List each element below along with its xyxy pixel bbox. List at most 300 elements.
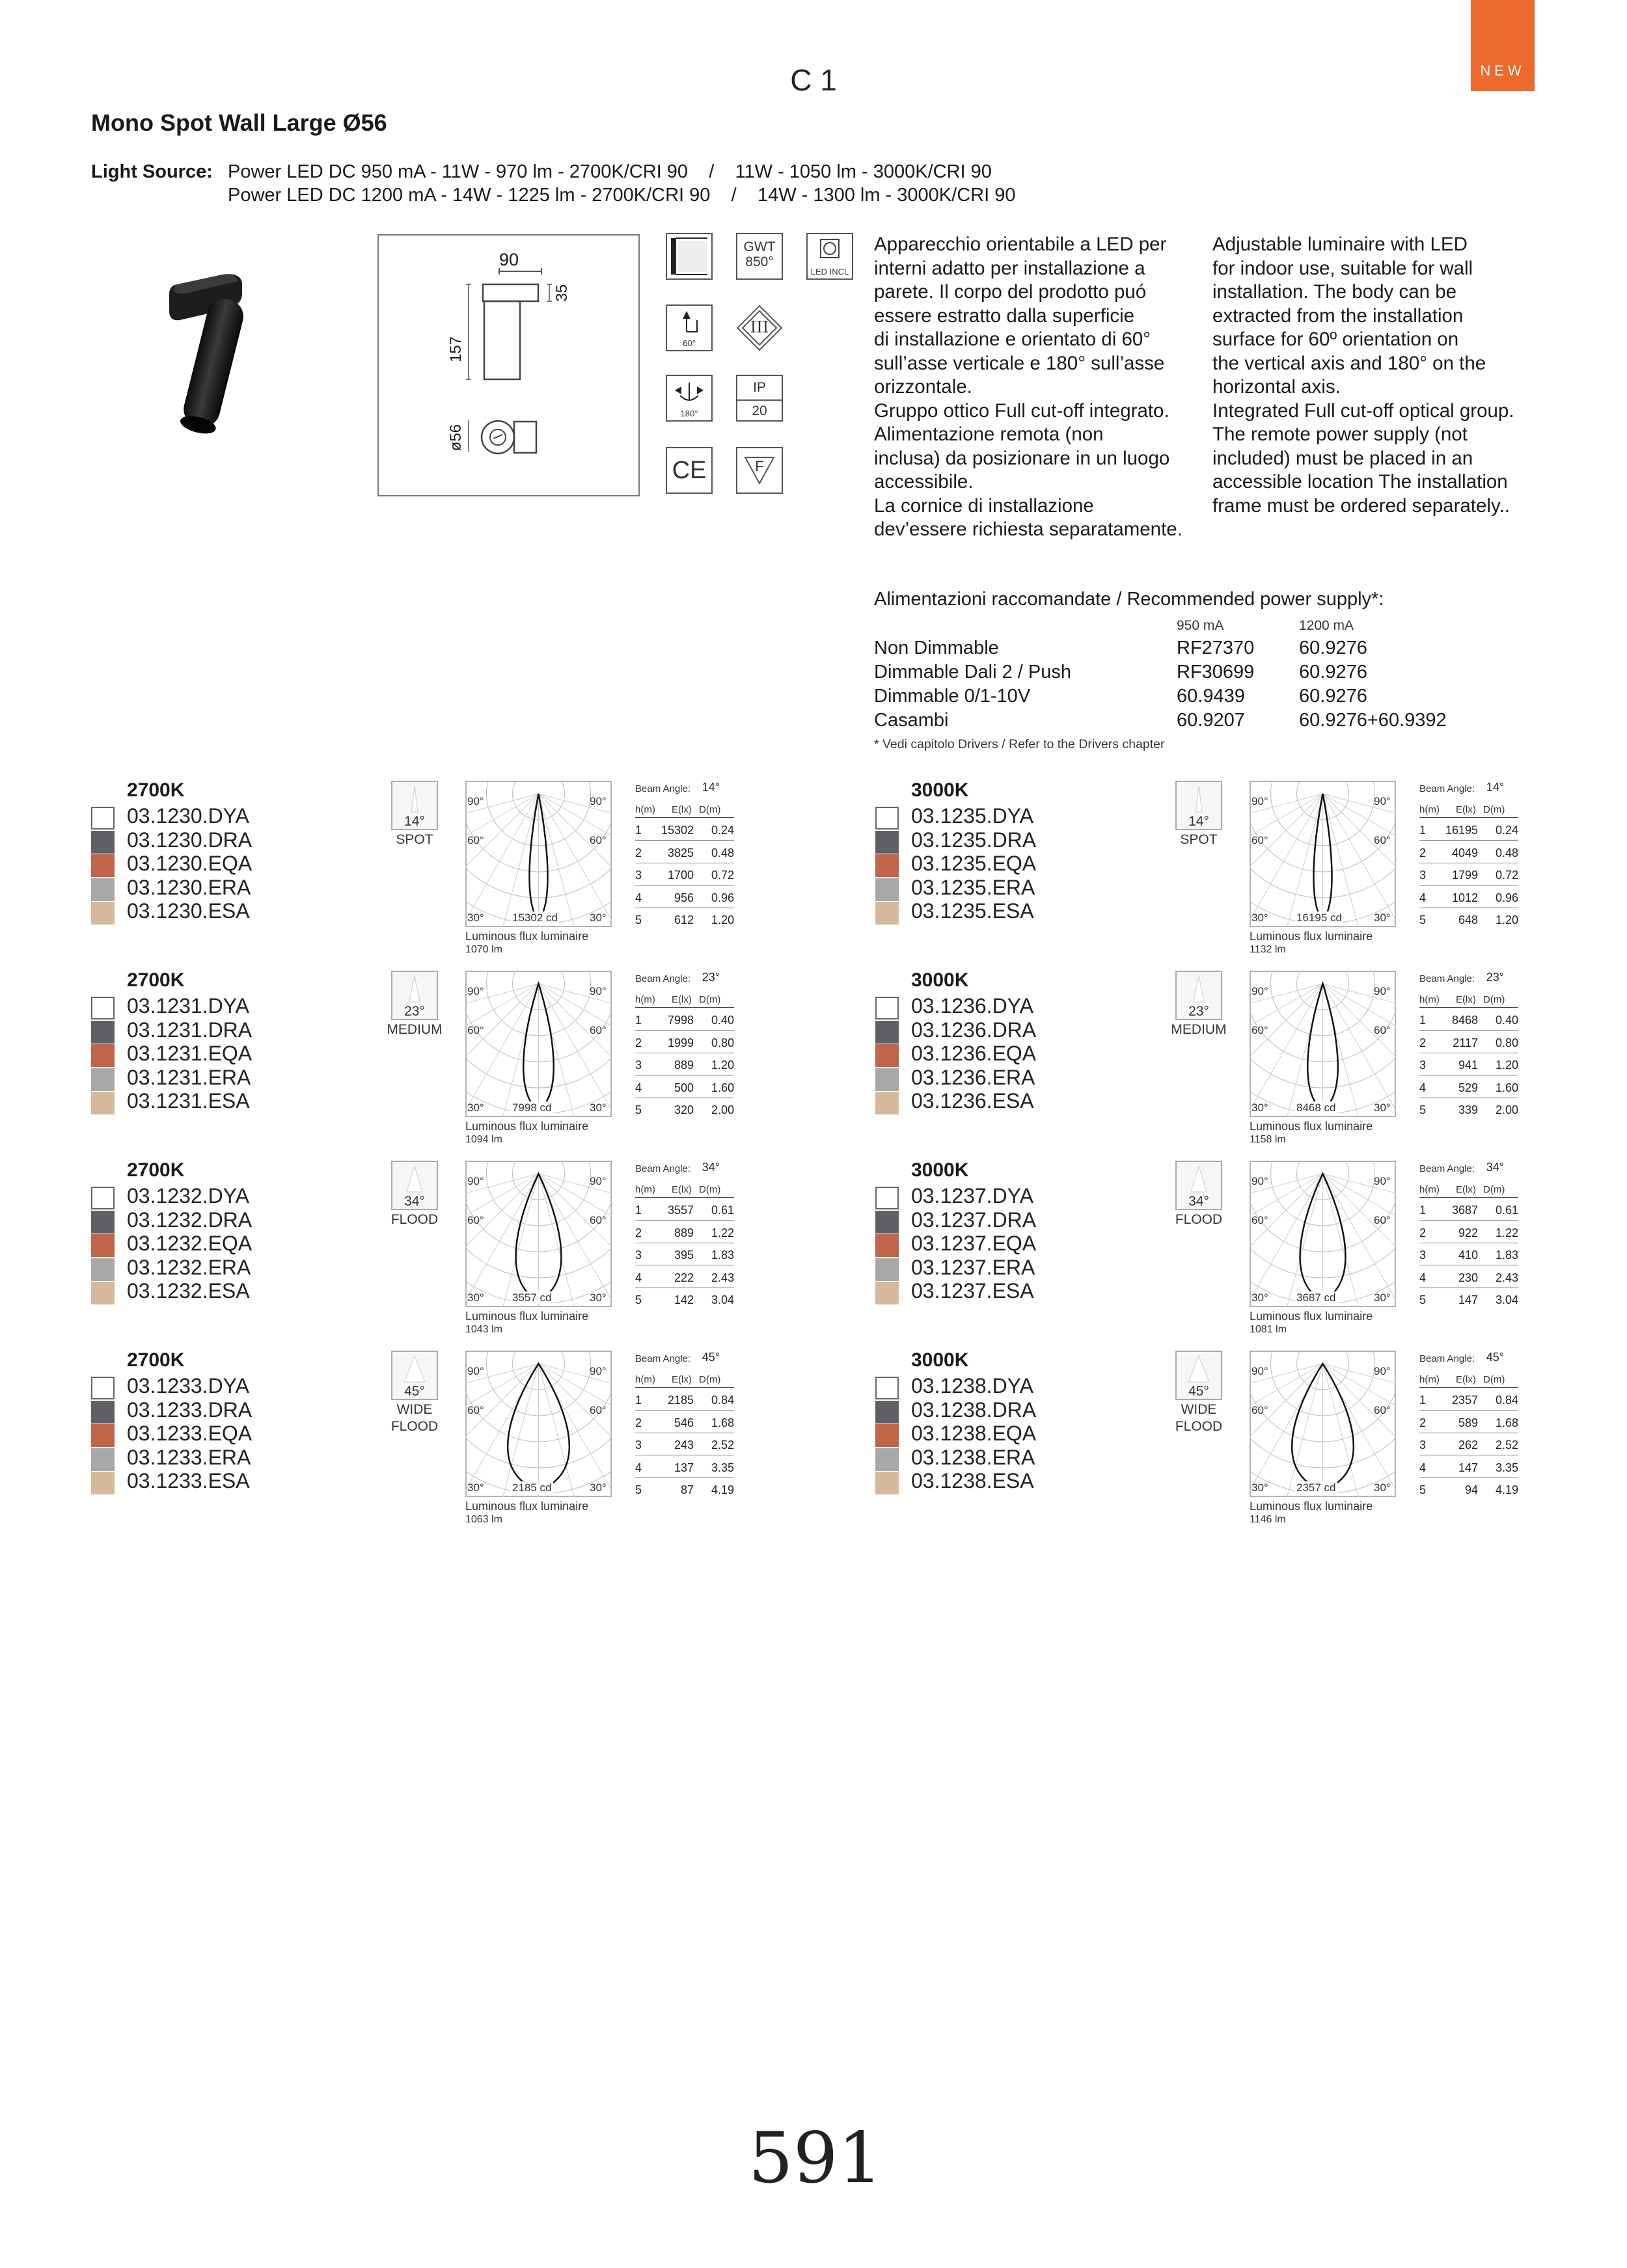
table-row-h: 4 bbox=[1419, 1271, 1427, 1284]
polar-label-60l: 60° bbox=[467, 1214, 484, 1226]
beam-cone bbox=[1196, 786, 1202, 812]
col-e: E(lx) bbox=[1456, 1184, 1476, 1195]
psu-row-950: 60.9207 bbox=[1177, 710, 1245, 731]
beam-type-label: FLOOD bbox=[390, 1419, 439, 1434]
table-row-d: 4.19 bbox=[711, 1483, 734, 1496]
table-row-h: 4 bbox=[1419, 1461, 1427, 1474]
product-code: 03.1236.DYA bbox=[911, 994, 1033, 1018]
desc-it-line: sull’asse verticale e 180° sull’asse bbox=[874, 352, 1165, 374]
wall-mount-icon bbox=[666, 233, 713, 280]
color-swatch bbox=[91, 1211, 115, 1234]
table-row-e: 1999 bbox=[667, 1036, 694, 1049]
col-h: h(m) bbox=[1419, 994, 1440, 1005]
desc-it-line: essere estratto dalla superficie bbox=[874, 304, 1135, 327]
color-swatch bbox=[91, 902, 115, 925]
beam-cone bbox=[1188, 1356, 1209, 1382]
beam-cone bbox=[407, 1166, 422, 1192]
table-row-d: 0.84 bbox=[711, 1394, 734, 1407]
polar-label-30l: 30° bbox=[1251, 1481, 1268, 1494]
table-row-h: 5 bbox=[1419, 1103, 1427, 1116]
table-row-e: 137 bbox=[674, 1461, 694, 1474]
product-code: 03.1237.EQA bbox=[911, 1232, 1037, 1255]
polar-label-90l: 90° bbox=[1251, 1175, 1268, 1187]
product-title: Mono Spot Wall Large Ø56 bbox=[91, 109, 387, 136]
table-row-h: 2 bbox=[635, 1036, 642, 1049]
desc-en-line: surface for 60º orientation on bbox=[1212, 329, 1459, 350]
col-e: E(lx) bbox=[1456, 994, 1476, 1005]
table-rule bbox=[1419, 1030, 1518, 1031]
product-code: 03.1236.DRA bbox=[911, 1018, 1037, 1042]
product-code: 03.1237.ESA bbox=[911, 1279, 1034, 1303]
polar-label-90l: 90° bbox=[467, 985, 484, 997]
table-row-h: 5 bbox=[635, 913, 642, 926]
table-row-d: 3.35 bbox=[1495, 1461, 1518, 1474]
table-row-d: 2.43 bbox=[711, 1271, 734, 1284]
flux-value: 1043 lm bbox=[465, 1324, 502, 1335]
polar-label-90r: 90° bbox=[1374, 985, 1391, 997]
flux-value: 1158 lm bbox=[1250, 1134, 1286, 1145]
desc-it-line: La cornice di installazione bbox=[874, 494, 1094, 517]
polar-label-60l: 60° bbox=[467, 834, 484, 846]
table-row-e: 230 bbox=[1458, 1271, 1478, 1284]
beam-cone bbox=[409, 976, 420, 1002]
color-swatch bbox=[91, 1401, 115, 1424]
table-row-d: 1.68 bbox=[1495, 1416, 1518, 1429]
product-code: 03.1233.ERA bbox=[127, 1445, 251, 1469]
polar-label-90r: 90° bbox=[590, 1365, 607, 1377]
rotate-label: 180° bbox=[680, 409, 698, 418]
table-row-d: 1.83 bbox=[711, 1249, 734, 1262]
polar-label-30r: 30° bbox=[590, 1481, 607, 1494]
color-swatch bbox=[91, 854, 115, 877]
table-row-d: 1.20 bbox=[711, 1059, 734, 1072]
description-it bbox=[874, 233, 1199, 542]
col-e: E(lx) bbox=[672, 1184, 692, 1195]
product-code: 03.1235.ESA bbox=[911, 899, 1034, 923]
product-code: 03.1238.ESA bbox=[911, 1469, 1034, 1492]
product-code: 03.1237.ERA bbox=[911, 1255, 1035, 1279]
beam-angle-value: 34° bbox=[404, 1194, 425, 1209]
product-code: 03.1236.ESA bbox=[911, 1089, 1034, 1113]
psu-row-1200: 60.9276 bbox=[1299, 638, 1367, 658]
table-row-e: 889 bbox=[674, 1226, 694, 1239]
polar-label-30l: 30° bbox=[1251, 1291, 1268, 1304]
table-row-d: 0.24 bbox=[1495, 824, 1518, 837]
table-row-h: 5 bbox=[635, 1483, 642, 1496]
table-row-h: 2 bbox=[1419, 1226, 1427, 1239]
desc-it-line: di installazione e orientato di 60° bbox=[874, 329, 1151, 350]
desc-en-line: for indoor use, suitable for wall bbox=[1212, 257, 1473, 279]
beam-cone bbox=[411, 786, 418, 812]
polar-label-60l: 60° bbox=[1251, 1214, 1268, 1226]
polar-label-60r: 60° bbox=[1374, 1214, 1391, 1226]
ce-icon bbox=[666, 447, 713, 494]
table-row-e: 3825 bbox=[667, 846, 694, 859]
desc-it-line: inclusa) da posizionare in un luogo bbox=[874, 447, 1170, 469]
desc-en-line: frame must be ordered separately.. bbox=[1212, 494, 1510, 517]
table-rule bbox=[1419, 1387, 1518, 1388]
beam-type-label: MEDIUM bbox=[387, 1022, 443, 1037]
color-swatch bbox=[91, 1234, 115, 1257]
product-code: 03.1231.DRA bbox=[127, 1018, 253, 1042]
psu-col-1200: 1200 mA bbox=[1299, 618, 1354, 633]
table-row-e: 142 bbox=[674, 1293, 694, 1306]
psu-row-1200: 60.9276+60.9392 bbox=[1299, 710, 1447, 731]
table-row-e: 529 bbox=[1458, 1081, 1478, 1094]
col-e: E(lx) bbox=[1456, 804, 1476, 815]
table-row-h: 2 bbox=[635, 1416, 642, 1429]
color-temp-heading: 2700K bbox=[127, 779, 185, 801]
beam-angle-label: Beam Angle: bbox=[635, 1353, 691, 1364]
product-code: 03.1233.ESA bbox=[127, 1469, 250, 1492]
product-code: 03.1230.ERA bbox=[127, 875, 251, 899]
polar-label-30l: 30° bbox=[467, 911, 484, 924]
dim-width: 90 bbox=[499, 250, 519, 269]
col-d: D(m) bbox=[699, 804, 721, 815]
color-swatch bbox=[91, 1044, 115, 1067]
psu-col-950: 950 mA bbox=[1177, 618, 1224, 633]
table-row-h: 5 bbox=[1419, 1293, 1427, 1306]
polar-label-90l: 90° bbox=[467, 1365, 484, 1377]
color-swatch bbox=[875, 1021, 899, 1044]
dimension-drawing bbox=[377, 234, 640, 496]
polar-label-90l: 90° bbox=[1251, 985, 1268, 997]
col-h: h(m) bbox=[635, 1374, 655, 1385]
polar-label-60r: 60° bbox=[1374, 834, 1391, 846]
description-en bbox=[1212, 233, 1551, 518]
polar-label-30l: 30° bbox=[467, 1481, 484, 1494]
table-rule bbox=[635, 840, 734, 841]
table-row-e: 922 bbox=[1458, 1226, 1478, 1239]
polar-label-30l: 30° bbox=[1251, 911, 1268, 924]
table-rule bbox=[635, 1030, 734, 1031]
table-row-e: 7998 bbox=[667, 1014, 694, 1027]
product-code: 03.1233.DYA bbox=[127, 1374, 249, 1397]
color-swatch bbox=[91, 1021, 115, 1044]
table-row-d: 3.35 bbox=[711, 1461, 734, 1474]
color-temp-heading: 2700K bbox=[127, 1159, 185, 1181]
table-rule bbox=[635, 1197, 734, 1198]
product-code: 03.1233.EQA bbox=[127, 1422, 253, 1445]
beam-type-label: MEDIUM bbox=[1171, 1022, 1227, 1037]
table-row-d: 2.52 bbox=[711, 1438, 734, 1451]
color-temp-heading: 3000K bbox=[911, 1349, 969, 1371]
beam-angle-value: 23° bbox=[702, 971, 720, 984]
polar-label-90l: 90° bbox=[467, 1175, 484, 1187]
beam-angle-label: Beam Angle: bbox=[1419, 973, 1475, 984]
product-code: 03.1231.EQA bbox=[127, 1042, 253, 1065]
color-swatch bbox=[91, 997, 115, 1019]
beam-angle-value: 34° bbox=[1188, 1194, 1209, 1209]
psu-row-950: 60.9439 bbox=[1177, 686, 1245, 707]
table-row-e: 3557 bbox=[667, 1204, 694, 1217]
table-row-e: 1700 bbox=[667, 869, 694, 882]
polar-label-90l: 90° bbox=[467, 795, 484, 807]
color-swatch bbox=[875, 1211, 899, 1234]
psu-row-name: Dimmable 0/1-10V bbox=[874, 686, 1031, 707]
table-row-d: 0.96 bbox=[1495, 891, 1518, 904]
color-temp-heading: 3000K bbox=[911, 1159, 969, 1181]
table-row-d: 2.00 bbox=[711, 1103, 734, 1116]
product-code: 03.1238.DRA bbox=[911, 1397, 1037, 1422]
table-row-h: 1 bbox=[1419, 1014, 1427, 1027]
f-mark-label: F bbox=[755, 458, 764, 474]
flux-label: Luminous flux luminaire bbox=[465, 1310, 589, 1323]
polar-label-30r: 30° bbox=[1374, 1101, 1391, 1114]
table-rule bbox=[1419, 1410, 1518, 1411]
polar-label-60r: 60° bbox=[590, 1404, 607, 1416]
table-row-e: 4049 bbox=[1451, 846, 1478, 859]
beam-angle-label: Beam Angle: bbox=[1419, 783, 1475, 794]
table-row-d: 0.40 bbox=[711, 1014, 734, 1027]
table-row-h: 1 bbox=[1419, 1204, 1427, 1217]
polar-label-60l: 60° bbox=[1251, 1024, 1268, 1036]
ip-icon bbox=[736, 375, 783, 422]
table-row-e: 1799 bbox=[1451, 869, 1478, 882]
product-code: 03.1231.ESA bbox=[127, 1089, 250, 1113]
table-row-e: 339 bbox=[1458, 1103, 1478, 1116]
table-row-e: 500 bbox=[674, 1081, 694, 1094]
product-code: 03.1238.EQA bbox=[911, 1422, 1037, 1445]
desc-it-line: interni adatto per installazione a bbox=[874, 257, 1145, 279]
color-swatch bbox=[875, 1401, 899, 1424]
beam-type-label: FLOOD bbox=[1175, 1212, 1223, 1227]
color-swatch bbox=[91, 1258, 115, 1281]
table-row-d: 2.00 bbox=[1495, 1103, 1518, 1116]
col-h: h(m) bbox=[1419, 1374, 1440, 1385]
table-row-h: 1 bbox=[1419, 1394, 1427, 1407]
beam-angle-label: Beam Angle: bbox=[635, 783, 691, 794]
table-row-e: 546 bbox=[674, 1416, 694, 1429]
table-rule bbox=[1419, 1007, 1518, 1008]
polar-label-90l: 90° bbox=[1251, 1365, 1268, 1377]
flux-value: 1063 lm bbox=[465, 1514, 502, 1525]
table-row-d: 3.04 bbox=[711, 1293, 734, 1306]
col-d: D(m) bbox=[699, 1184, 721, 1195]
beam-type-label: SPOT bbox=[396, 832, 433, 847]
table-rule bbox=[635, 1387, 734, 1388]
product-code: 03.1231.DYA bbox=[127, 994, 249, 1018]
col-h: h(m) bbox=[1419, 804, 1440, 815]
gwt-icon bbox=[736, 233, 783, 280]
f-mark-icon bbox=[736, 447, 783, 494]
col-h: h(m) bbox=[635, 1184, 655, 1195]
beam-type-label: SPOT bbox=[1180, 832, 1218, 847]
table-row-d: 0.72 bbox=[1495, 869, 1518, 882]
table-row-e: 8468 bbox=[1451, 1014, 1478, 1027]
col-h: h(m) bbox=[635, 804, 655, 815]
desc-it-line: parete. Il corpo del prodotto puó bbox=[874, 281, 1147, 303]
color-swatch bbox=[91, 1282, 115, 1304]
polar-label-30r: 30° bbox=[590, 1101, 607, 1114]
beam-cone bbox=[1191, 1166, 1207, 1192]
product-code: 03.1238.ERA bbox=[911, 1445, 1035, 1469]
section-label: C 1 bbox=[790, 63, 837, 97]
table-row-e: 3687 bbox=[1451, 1204, 1478, 1217]
psu-row-name: Casambi bbox=[874, 710, 949, 731]
table-row-e: 956 bbox=[674, 891, 694, 904]
table-row-e: 1012 bbox=[1451, 891, 1478, 904]
table-row-e: 2185 bbox=[667, 1394, 694, 1407]
flux-label: Luminous flux luminaire bbox=[465, 1120, 589, 1133]
table-row-d: 2.43 bbox=[1495, 1271, 1518, 1284]
beam-cone bbox=[1194, 976, 1204, 1002]
color-swatch bbox=[875, 1424, 899, 1447]
table-row-h: 3 bbox=[635, 869, 642, 882]
flux-value: 1070 lm bbox=[465, 944, 502, 955]
beam-angle-label: Beam Angle: bbox=[635, 973, 691, 984]
col-e: E(lx) bbox=[1456, 1374, 1476, 1385]
table-row-h: 1 bbox=[635, 824, 642, 837]
table-row-e: 2357 bbox=[1451, 1394, 1478, 1407]
table-row-e: 612 bbox=[674, 913, 694, 926]
col-d: D(m) bbox=[699, 994, 721, 1005]
flux-value: 1094 lm bbox=[465, 1134, 502, 1145]
color-swatch bbox=[91, 1472, 115, 1494]
ip-label: IP bbox=[753, 380, 766, 395]
desc-en-line: Integrated Full cut-off optical group. bbox=[1212, 399, 1514, 422]
psu-row-1200: 60.9276 bbox=[1299, 686, 1367, 707]
beam-angle-value: 23° bbox=[1188, 1004, 1209, 1019]
desc-en-line: the vertical axis and 180° on the bbox=[1212, 352, 1486, 374]
table-row-h: 5 bbox=[1419, 913, 1427, 926]
color-swatch bbox=[91, 1068, 115, 1091]
col-h: h(m) bbox=[1419, 1184, 1440, 1195]
table-row-e: 147 bbox=[1458, 1293, 1478, 1306]
product-code: 03.1230.ESA bbox=[127, 899, 250, 923]
table-row-d: 0.48 bbox=[1495, 846, 1518, 859]
col-d: D(m) bbox=[1483, 1184, 1505, 1195]
color-swatch bbox=[91, 1448, 115, 1471]
table-row-d: 0.96 bbox=[711, 891, 734, 904]
dim-top: 35 bbox=[553, 284, 571, 302]
flux-label: Luminous flux luminaire bbox=[465, 930, 589, 943]
table-row-e: 589 bbox=[1458, 1416, 1478, 1429]
table-row-h: 3 bbox=[1419, 869, 1427, 882]
table-row-d: 4.19 bbox=[1495, 1483, 1518, 1496]
flux-label: Luminous flux luminaire bbox=[465, 1500, 589, 1513]
table-row-e: 648 bbox=[1458, 913, 1478, 926]
color-swatch bbox=[91, 807, 115, 830]
table-row-h: 1 bbox=[1419, 824, 1427, 837]
psu-row-950: RF30699 bbox=[1177, 662, 1255, 682]
table-row-h: 3 bbox=[635, 1249, 642, 1262]
table-row-e: 222 bbox=[674, 1271, 694, 1284]
beam-angle-label: Beam Angle: bbox=[1419, 1163, 1475, 1174]
table-row-d: 0.48 bbox=[711, 846, 734, 859]
beam-angle-value: 45° bbox=[702, 1351, 720, 1364]
table-row-d: 1.22 bbox=[711, 1226, 734, 1239]
desc-en-line: Adjustable luminaire with LED bbox=[1212, 234, 1468, 255]
table-row-d: 1.83 bbox=[1495, 1249, 1518, 1262]
polar-label-60l: 60° bbox=[1251, 1404, 1268, 1416]
polar-label-60l: 60° bbox=[1251, 834, 1268, 846]
ip-value: 20 bbox=[752, 403, 767, 418]
color-swatch bbox=[875, 997, 899, 1019]
product-code: 03.1230.DYA bbox=[127, 804, 249, 828]
flux-label: Luminous flux luminaire bbox=[1250, 1500, 1373, 1513]
color-swatch bbox=[875, 1187, 899, 1209]
table-row-d: 0.24 bbox=[711, 824, 734, 837]
table-row-e: 889 bbox=[674, 1059, 694, 1072]
table-rule bbox=[635, 1220, 734, 1221]
product-code: 03.1233.DRA bbox=[127, 1397, 253, 1422]
table-row-d: 3.04 bbox=[1495, 1293, 1518, 1306]
beam-type-label: FLOOD bbox=[1175, 1419, 1223, 1434]
beam-angle-label: Beam Angle: bbox=[1419, 1353, 1475, 1364]
table-row-e: 94 bbox=[1464, 1483, 1478, 1496]
flux-label: Luminous flux luminaire bbox=[1250, 1120, 1373, 1133]
table-row-h: 3 bbox=[1419, 1249, 1427, 1262]
polar-label-30r: 30° bbox=[1374, 1481, 1391, 1494]
product-code: 03.1237.DRA bbox=[911, 1208, 1037, 1232]
table-row-d: 2.52 bbox=[1495, 1438, 1518, 1451]
product-code: 03.1238.DYA bbox=[911, 1374, 1033, 1397]
table-row-d: 0.80 bbox=[1495, 1036, 1518, 1049]
beam-cone bbox=[404, 1356, 425, 1382]
table-row-e: 410 bbox=[1458, 1249, 1478, 1262]
color-temp-heading: 3000K bbox=[911, 969, 969, 991]
polar-label-60r: 60° bbox=[590, 1214, 607, 1226]
product-code: 03.1236.EQA bbox=[911, 1042, 1037, 1065]
table-row-d: 1.20 bbox=[711, 913, 734, 926]
table-row-e: 147 bbox=[1458, 1461, 1478, 1474]
color-swatch bbox=[91, 1092, 115, 1114]
polar-label-30r: 30° bbox=[1374, 911, 1391, 924]
flux-value: 1146 lm bbox=[1250, 1514, 1286, 1525]
light-source-line-1: Power LED DC 950 mA - 11W - 970 lm - 2700K/CRI 90 / 11W - 1050 lm - 3000K/CRI 90 bbox=[228, 161, 992, 182]
desc-en-line: accessible location The installation bbox=[1212, 471, 1508, 493]
table-rule bbox=[1419, 817, 1518, 818]
flux-value: 1132 lm bbox=[1250, 944, 1286, 955]
color-swatch bbox=[91, 1187, 115, 1209]
color-temp-heading: 3000K bbox=[911, 779, 969, 801]
beam-angle-label: Beam Angle: bbox=[635, 1163, 691, 1174]
beam-angle-value: 34° bbox=[1486, 1161, 1504, 1174]
table-row-h: 4 bbox=[635, 1081, 642, 1094]
beam-angle-value: 14° bbox=[1188, 814, 1209, 829]
beam-type-label: WIDE bbox=[1181, 1402, 1217, 1417]
beam-angle-value: 45° bbox=[404, 1384, 425, 1399]
col-d: D(m) bbox=[1483, 804, 1505, 815]
table-row-d: 0.84 bbox=[1495, 1394, 1518, 1407]
table-row-e: 395 bbox=[674, 1249, 694, 1262]
table-rule bbox=[1419, 1197, 1518, 1198]
color-swatch bbox=[875, 878, 899, 901]
product-code: 03.1232.DYA bbox=[127, 1184, 249, 1208]
color-swatch bbox=[875, 1448, 899, 1471]
rotate-icon bbox=[666, 375, 713, 422]
table-row-d: 1.60 bbox=[711, 1081, 734, 1094]
polar-label-60r: 60° bbox=[1374, 1024, 1391, 1036]
tilt-label: 60° bbox=[683, 338, 696, 348]
table-row-h: 3 bbox=[635, 1059, 642, 1072]
gwt-label: GWT bbox=[743, 239, 776, 254]
product-code: 03.1235.EQA bbox=[911, 852, 1037, 875]
polar-label-90l: 90° bbox=[1251, 795, 1268, 807]
led-incl-label: LED INCL bbox=[810, 267, 849, 277]
table-row-h: 2 bbox=[1419, 1416, 1427, 1429]
psu-row-1200: 60.9276 bbox=[1299, 662, 1367, 682]
polar-label-30l: 30° bbox=[467, 1291, 484, 1304]
polar-label-90r: 90° bbox=[1374, 1365, 1391, 1377]
power-supply-note: * Vedi capitolo Drivers / Refer to the Drivers chapter bbox=[874, 737, 1165, 751]
flux-label: Luminous flux luminaire bbox=[1250, 1310, 1373, 1323]
desc-en-line: installation. The body can be bbox=[1212, 281, 1457, 303]
color-swatch bbox=[875, 831, 899, 854]
color-swatch bbox=[875, 1092, 899, 1114]
dim-diameter: ø56 bbox=[447, 424, 465, 452]
